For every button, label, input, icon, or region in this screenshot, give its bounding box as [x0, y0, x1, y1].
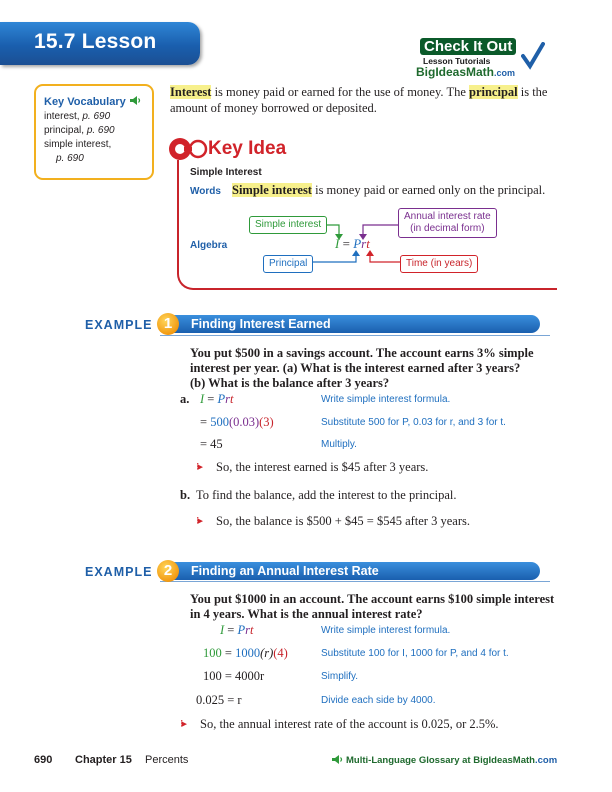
ex2-step-1: I = Prt	[220, 623, 254, 637]
example-1-title: Finding Interest Earned	[191, 317, 331, 331]
example-2-problem: You put $1000 in an account. The account earns $100 simple interest in 4 years. What is the annual interest rate?	[190, 592, 555, 621]
example-1-label: EXAMPLE	[85, 318, 153, 332]
ex2-step-1-note: Write simple interest formula.	[321, 625, 451, 636]
intro-paragraph: Interest is money paid or earned for the use of money. The principal is the amount of money borrowed or deposited.	[170, 85, 548, 115]
logo-line1: Check It Out	[420, 38, 516, 55]
logo-line3: BigIdeasMath.com	[416, 65, 516, 79]
ex1-step-2: = 500(0.03)(3)	[200, 415, 274, 429]
vocab-item[interactable]: simple interest,	[44, 139, 112, 150]
checkmark-icon	[521, 42, 545, 70]
example-2-number: 2	[157, 560, 179, 582]
ex1-conclusion-a: So, the interest earned is $45 after 3 years.	[216, 460, 429, 474]
example-2-title: Finding an Annual Interest Rate	[191, 564, 379, 578]
conclusion-arrow-icon: ⁝▸	[180, 717, 186, 730]
example-1-rule	[160, 335, 550, 336]
glossary-link[interactable]: Multi-Language Glossary at BigIdeasMath.com	[346, 755, 558, 766]
ex2-step-4: 0.025 = r	[196, 693, 242, 707]
example-2-rule	[160, 581, 550, 582]
example-1-number: 1	[157, 313, 179, 335]
example-2-label: EXAMPLE	[85, 565, 153, 579]
ex1-step-1-note: Write simple interest formula.	[321, 394, 451, 405]
lesson-title: 15.7 Lesson	[34, 30, 157, 53]
ex1-step-3: = 45	[200, 437, 223, 451]
chapter-topic: Percents	[145, 754, 189, 766]
conclusion-arrow-icon: ⁝▸	[196, 460, 202, 473]
key-idea-subtitle: Simple Interest	[190, 167, 262, 178]
ex2-step-3-note: Simplify.	[321, 671, 359, 682]
ex2-step-3: 100 = 4000r	[203, 669, 265, 683]
part-b-label: b.	[180, 488, 191, 502]
vocab-item[interactable]: interest, p. 690	[44, 111, 111, 122]
speaker-icon[interactable]	[129, 95, 141, 106]
example-1-problem: You put $500 in a savings account. The account earns 3% simple interest per year. (a) What is the interest earned after 3 years? (b) What is the balance after 3 years?	[190, 346, 534, 390]
logo-line2: Lesson Tutorials	[423, 56, 491, 66]
callout-annual-rate: Annual interest rate (in decimal form)	[398, 208, 497, 238]
ex1-step-3-note: Multiply.	[321, 439, 357, 450]
ex1-step-2-note: Substitute 500 for P, 0.03 for r, and 3 for t.	[321, 417, 506, 428]
conclusion-arrow-icon: ⁝▸	[196, 514, 202, 527]
simple-interest-definition: Simple interest is money paid or earned only on the principal.	[232, 183, 546, 197]
part-a-label: a.	[180, 392, 190, 406]
part-b-text: To find the balance, add the interest to the principal.	[196, 488, 457, 502]
simple-interest-formula: I = Prt	[335, 236, 370, 251]
vocab-item-page: p. 690	[56, 153, 84, 164]
key-idea-icon	[168, 136, 208, 162]
callout-principal: Principal	[263, 255, 313, 273]
ex2-step-4-note: Divide each side by 4000.	[321, 695, 436, 706]
callout-simple-interest: Simple interest	[249, 216, 327, 234]
ex1-step-1: I = Prt	[200, 392, 234, 406]
ex2-step-2-note: Substitute 100 for I, 1000 for P, and 4 for t.	[321, 648, 509, 659]
callout-time: Time (in years)	[400, 255, 478, 273]
algebra-label: Algebra	[190, 240, 228, 251]
key-idea-title: Key Idea	[208, 138, 287, 159]
ex2-conclusion: So, the annual interest rate of the account is 0.025, or 2.5%.	[200, 717, 499, 731]
page-number: 690	[34, 754, 53, 766]
ex1-conclusion-b: So, the balance is $500 + $45 = $545 after 3 years.	[216, 514, 470, 528]
chapter-label: Chapter 15	[75, 754, 132, 766]
vocab-item[interactable]: principal, p. 690	[44, 125, 115, 136]
ex2-step-2: 100 = 1000(r)(4)	[203, 646, 288, 660]
key-vocabulary-title: Key Vocabulary	[44, 95, 141, 108]
words-label: Words	[190, 186, 221, 197]
speaker-icon[interactable]	[331, 754, 343, 765]
